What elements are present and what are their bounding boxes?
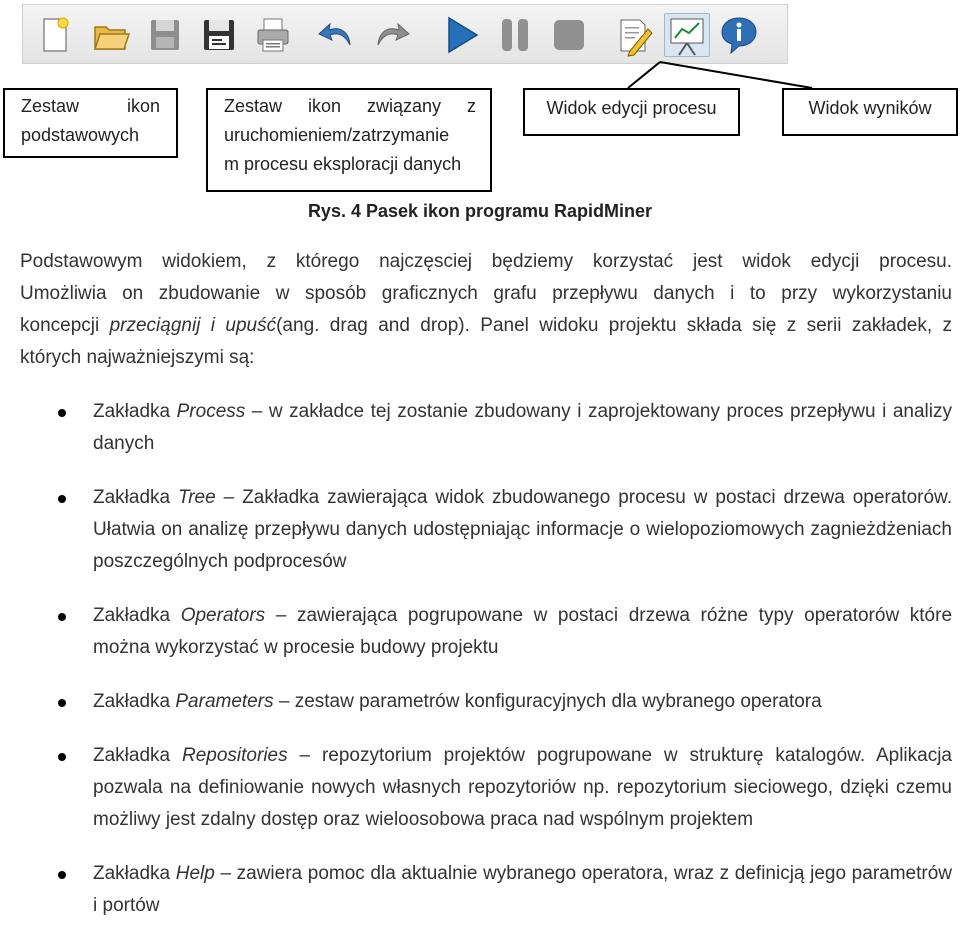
bullet-icon [58, 409, 66, 417]
print-icon [253, 13, 293, 57]
tab-name: Operators [180, 605, 266, 626]
tab-description: – zestaw parametrów konfiguracyjnych dla wybranego operatora [273, 691, 822, 712]
text-run-italic: przeciągnij i upuść [109, 315, 277, 336]
tab-description: – zawierająca pogrupowane w postaci drzewa różne typy operatorów które można wykorzystać w procesie budowy projektu [93, 605, 953, 658]
intro-line: Podstawowym widokiem, z którego najczęsciej będziemy korzystać jest widok edycji procesu. [20, 251, 952, 272]
toolbar [22, 4, 788, 64]
bullet-icon [58, 871, 66, 879]
list-item [20, 858, 952, 922]
text-run: Zakładka [93, 691, 176, 712]
label-text: uruchomieniem/zatrzymanie [224, 125, 450, 145]
tab-description: – zawiera pomoc dla aktualnie wybranego operatora, wraz z definicją jego parametrów i portów [93, 863, 953, 916]
tabs-list [20, 396, 952, 922]
redo-button[interactable] [371, 13, 411, 57]
intro-line: Umożliwia on zbudowanie w sposób graficznych grafu przepływu danych i to przy wykorzystaniu [20, 283, 952, 304]
tab-description: – repozytorium projektów pogrupowane w strukturę katalogów. Aplikacja pozwala na definiowanie nowych własnych repozytoriów np. repozytorium sieciowego, dzięki czemu możliwy jest zdalny dostęp oraz wieloosobowa praca nad wspólnym projektem [93, 745, 953, 830]
edit-view-button[interactable] [613, 13, 653, 57]
pause-icon [495, 13, 535, 57]
intro-line: których najważniejszymi są: [20, 347, 255, 368]
open-button[interactable] [91, 13, 131, 57]
label-text: Zestaw ikon związany z [224, 96, 476, 116]
label-edit-view: Widok edycji procesu [523, 88, 740, 136]
open-folder-icon [91, 13, 131, 57]
figure-caption: Rys. 4 Pasek ikon programu RapidMiner [307, 201, 653, 221]
text-run: (ang. drag and drop). Panel widoku projektu składa się z serii zakładek, z [276, 315, 952, 336]
label-text: m procesu eksploracji danych [224, 154, 462, 174]
list-item [20, 600, 952, 664]
tab-name: Process [176, 401, 246, 422]
tab-description: – w zakładce tej zostanie zbudowany i zaprojektowany proces przepływu i analizy danych [93, 401, 952, 454]
body-text [20, 246, 952, 944]
results-view-icon [665, 14, 709, 58]
new-file-button[interactable] [35, 13, 75, 57]
save-as-button[interactable] [199, 13, 239, 57]
info-icon [719, 13, 759, 57]
text-run: Zakładka [93, 487, 179, 508]
list-item [20, 686, 952, 718]
intro-line [20, 310, 952, 342]
text-run: Zakładka [93, 401, 177, 422]
stop-button[interactable] [549, 13, 589, 57]
bullet-icon [58, 495, 66, 503]
list-item [20, 396, 952, 460]
label-run-icons [206, 88, 492, 192]
tab-description: – Zakładka zawierająca widok zbudowanego procesu w postaci drzewa operatorów. Ułatwia on analizę przepływu danych udostępniając informacje o wielopoziomowych zagnieżdżeniach poszczególnych podprocesów [93, 487, 952, 572]
tab-name: Repositories [182, 745, 288, 766]
text-run: koncepcji [20, 315, 110, 336]
list-item [20, 740, 952, 836]
text-run: Zakładka [93, 745, 182, 766]
undo-icon [317, 13, 357, 57]
bullet-icon [58, 753, 66, 761]
undo-button[interactable] [317, 13, 357, 57]
edit-view-icon [613, 13, 653, 57]
label-text: ikon [126, 96, 160, 116]
stop-icon [549, 13, 589, 57]
list-item [20, 482, 952, 578]
tab-name: Parameters [175, 691, 274, 712]
label-text: podstawowych [21, 125, 140, 145]
save-icon [145, 13, 185, 57]
label-text: Zestaw [21, 96, 80, 116]
run-button[interactable] [441, 13, 481, 57]
bullet-icon [58, 613, 66, 621]
save-button[interactable] [145, 13, 185, 57]
tab-name: Tree [178, 487, 216, 508]
redo-icon [371, 13, 411, 57]
label-results-view: Widok wyników [782, 88, 958, 136]
text-run: Zakładka [93, 605, 181, 626]
run-icon [441, 13, 481, 57]
bullet-icon [58, 699, 66, 707]
text-run: Zakładka [93, 863, 176, 884]
label-basic-icons [3, 88, 178, 158]
new-file-icon [35, 13, 75, 57]
results-view-button[interactable] [664, 13, 710, 57]
pause-button[interactable] [495, 13, 535, 57]
info-button[interactable] [719, 13, 759, 57]
save-as-icon [199, 13, 239, 57]
print-button[interactable] [253, 13, 293, 57]
tab-name: Help [175, 863, 215, 884]
